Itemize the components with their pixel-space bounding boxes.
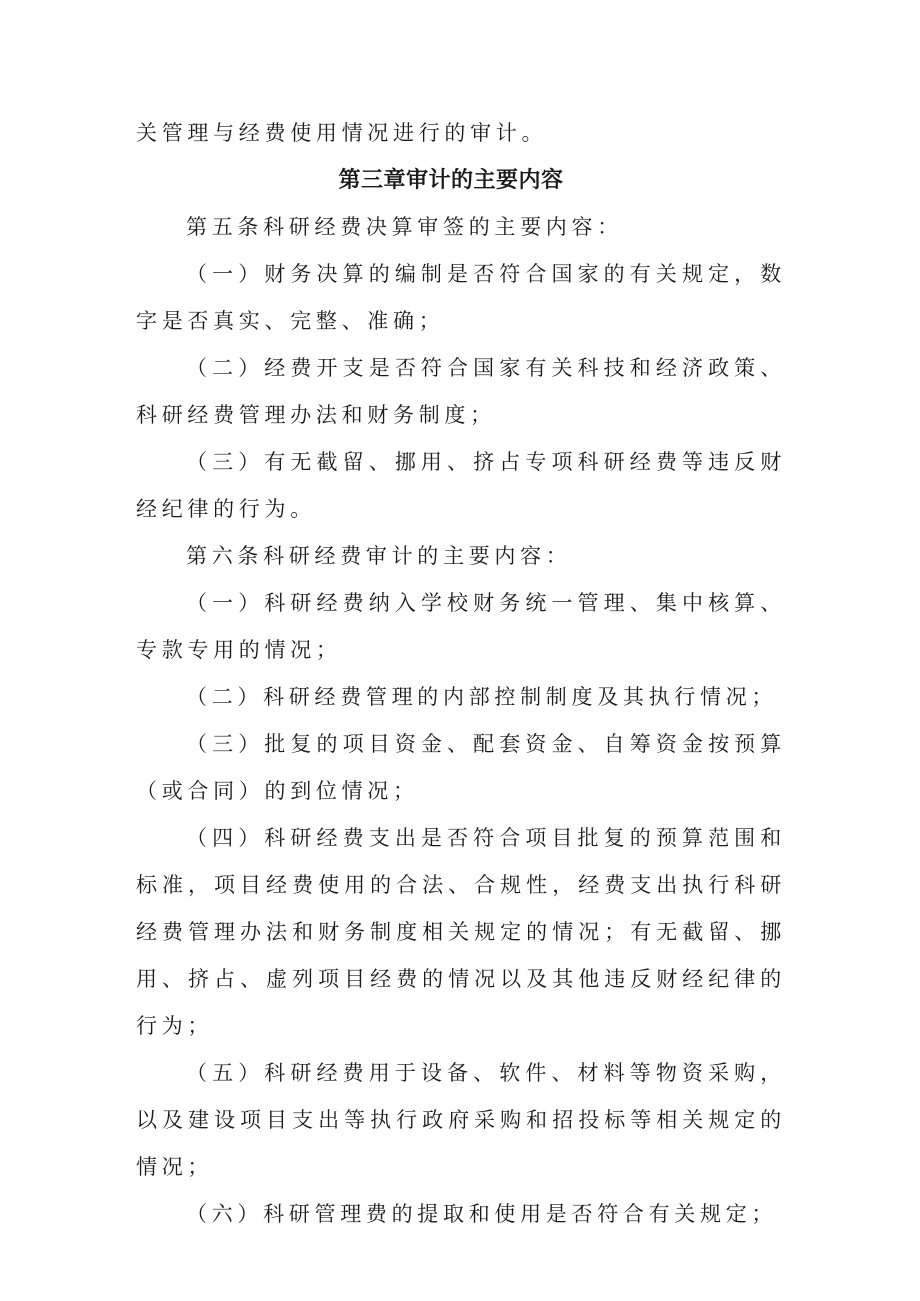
article-5-item-2: （二）经费开支是否符合国家有关科技和经济政策、科研经费管理办法和财务制度； <box>136 356 786 427</box>
article-5-title: 第五条科研经费决算审签的主要内容： <box>186 215 623 239</box>
article-6-item-3: （三）批复的项目资金、配套资金、自筹资金按预算（或合同）的到位情况； <box>136 732 786 803</box>
article-6-item-2: （二）科研经费管理的内部控制制度及其执行情况； <box>186 685 778 709</box>
article-6-item-4: （四）科研经费支出是否符合项目批复的预算范围和标准，项目经费使用的合法、合规性，经费支出执行科研经费管理办法和财务制度相关规定的情况；有无截留、挪用、挤占、虚列项目经费的情况以及其他违反财经纪律的行为； <box>136 826 786 1038</box>
document-page <box>136 110 786 1238</box>
article-6-item-1: （一）科研经费纳入学校财务统一管理、集中核算、专款专用的情况； <box>136 591 786 662</box>
paragraph-continuation: 关管理与经费使用情况进行的审计。 <box>136 121 548 145</box>
article-6-title: 第六条科研经费审计的主要内容： <box>186 544 572 568</box>
article-6-item-5: （五）科研经费用于设备、软件、材料等物资采购，以及建设项目支出等执行政府采购和招投标等相关规定的情况； <box>136 1061 786 1179</box>
article-6-item-6: （六）科研管理费的提取和使用是否符合有关规定； <box>186 1202 778 1226</box>
chapter-heading: 第三章审计的主要内容 <box>338 168 564 193</box>
article-5-item-1: （一）财务决算的编制是否符合国家的有关规定，数字是否真实、完整、准确； <box>136 262 786 333</box>
article-5-item-3: （三）有无截留、挪用、挤占专项科研经费等违反财经纪律的行为。 <box>136 450 786 521</box>
